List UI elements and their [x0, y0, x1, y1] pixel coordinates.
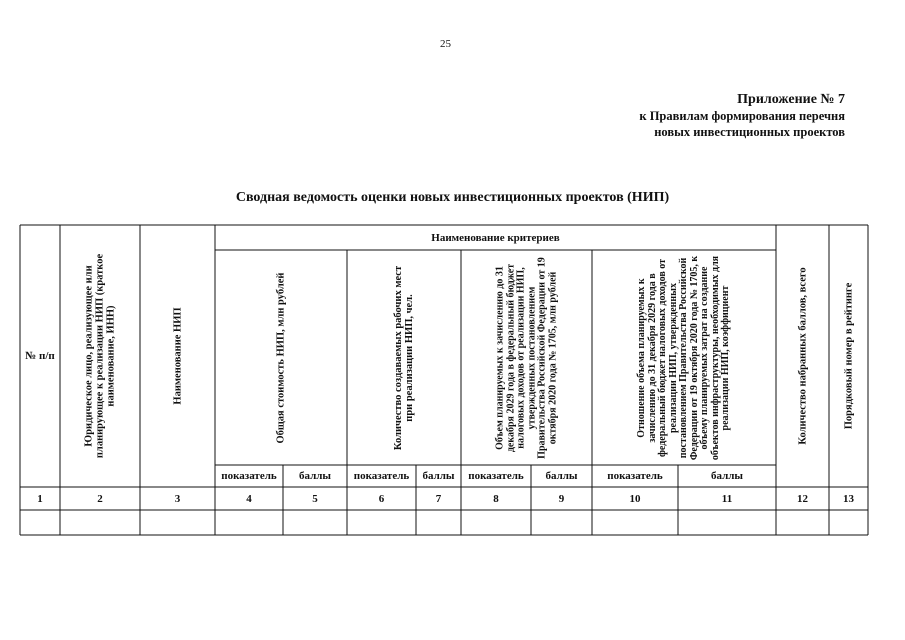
- appendix-line: новых инвестиционных проектов: [654, 125, 845, 139]
- criterion-tax-revenue-text: Объем планируемых к зачислению до 31 декабря 2029 года в федеральный бюджет налоговых доходов от реализации НИП, утвержденных постановлением Правительства Российской Федерации от 19 октября 2020 года № 1705, млн рублей: [494, 256, 558, 459]
- column-number: 1: [37, 492, 43, 505]
- document-title: Сводная ведомость оценки новых инвестиционных проектов (НИП): [235, 190, 670, 205]
- column-number: 13: [843, 492, 854, 505]
- column-number: 11: [721, 492, 733, 505]
- subheader-indicator: показатель: [221, 470, 277, 482]
- criterion-jobs: [347, 250, 461, 465]
- subheader-points: баллы: [710, 470, 744, 482]
- appendix-line: к Правилам формирования перечня: [639, 109, 845, 123]
- table-row: [20, 510, 868, 535]
- column-number: 12: [797, 492, 808, 505]
- column-number: 7: [435, 492, 442, 505]
- column-header-project-name: [140, 225, 215, 487]
- column-header-rank: [829, 225, 868, 487]
- appendix-title: Приложение № 7: [737, 92, 845, 107]
- subheader-points: баллы: [298, 470, 332, 482]
- column-number: 6: [378, 492, 385, 505]
- column-number: 4: [246, 492, 252, 505]
- subheader-indicator: показатель: [353, 470, 410, 482]
- column-number: 2: [97, 492, 103, 505]
- column-number: 8: [493, 492, 499, 505]
- column-header-total-points-text: Количество набранных баллов, всего: [797, 267, 808, 445]
- subheader-points: баллы: [422, 470, 455, 482]
- column-header-total-points: [776, 225, 829, 487]
- subheader-indicator: показатель: [468, 470, 524, 482]
- column-header-rank-text: Порядковый номер в рейтинге: [843, 282, 854, 430]
- column-header-number: № п/п: [25, 350, 55, 362]
- criterion-total-cost-text: Общая стоимость НИП, млн рублей: [275, 272, 287, 443]
- subheader-indicator: показатель: [607, 470, 663, 482]
- criterion-total-cost: [215, 250, 347, 465]
- column-number: 5: [312, 492, 318, 505]
- subheader-points: баллы: [545, 470, 578, 482]
- column-number: 10: [629, 492, 641, 505]
- column-number: 3: [174, 492, 181, 505]
- criterion-tax-revenue: [461, 250, 592, 465]
- page-number: 25: [440, 38, 451, 50]
- column-header-entity-text: Юридическое лицо, реализующее или планирующее к реализации НИП (краткое наименование, ИНН): [83, 253, 117, 459]
- column-number: 9: [558, 492, 565, 505]
- column-header-project-name-text: Наименование НИП: [172, 307, 183, 405]
- column-header-entity: [60, 225, 140, 487]
- criterion-tax-to-cost-ratio-text: Отношение объема планируемых к зачислению до 31 декабря 2029 года в федеральный бюджет налоговых доходов от реализации НИП, утвержденных постановлением Правительства Российской Федерации от 19 октября 2020 года № 1705, к объему планируемых затрат на создание объектов инфраструктуры, необходимых для реализации НИП, коэффициент: [635, 255, 731, 460]
- criterion-tax-to-cost-ratio: [592, 250, 776, 465]
- criterion-jobs-text: Количество создаваемых рабочих мест при реализации НИП, чел.: [393, 265, 415, 450]
- criteria-header: Наименование критериев: [431, 231, 560, 244]
